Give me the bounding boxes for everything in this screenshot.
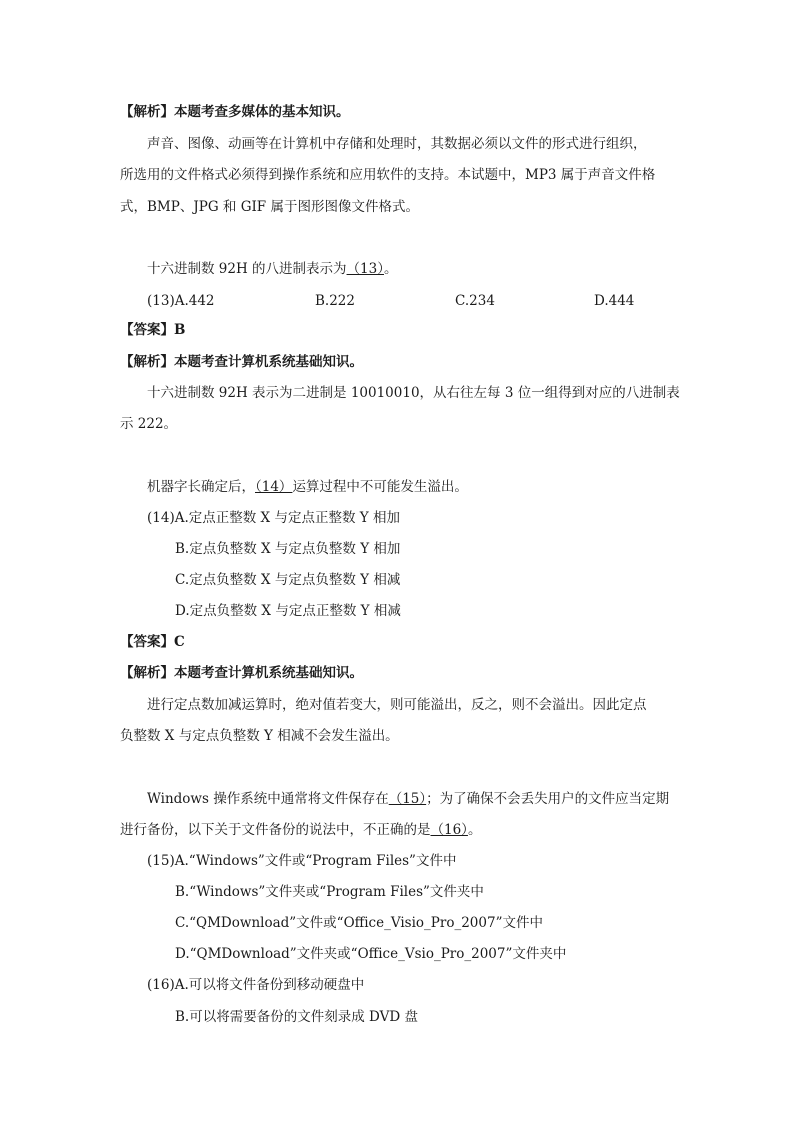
q13-analysis-title: 本题考查计算机系统基础知识。 — [174, 354, 363, 370]
q12-para-line3: 式，BMP、JPG 和 GIF 属于图形图像文件格式。 — [120, 199, 419, 215]
q12-analysis-heading — [120, 102, 350, 122]
q13-stem-before: 十六进制数 92H 的八进制表示为 — [147, 261, 347, 277]
q15-option-d: D.“QMDownload”文件夹或“Office_Vsio_Pro_2007”文件夹中 — [175, 946, 567, 962]
q12-analysis-label: 【解析】 — [120, 104, 174, 120]
q15-stem1-before: Windows 操作系统中通常将文件保存在 — [147, 791, 389, 807]
q14-blank: （14） — [255, 479, 293, 495]
q14-para-line1: 进行定点数加减运算时，绝对值若变大，则可能溢出，反之，则不会溢出。因此定点 — [147, 697, 647, 713]
q14-analysis-heading — [120, 663, 363, 683]
q14-option-a: (14)A.定点正整数 X 与定点正整数 Y 相加 — [147, 510, 400, 526]
q14-stem — [147, 477, 468, 497]
q16-option-b: B.可以将需要备份的文件刻录成 DVD 盘 — [175, 1009, 418, 1025]
q15-option-c: C.“QMDownload”文件或“Office_Visio_Pro_2007”文件中 — [175, 915, 543, 931]
q13-option-b: B.222 — [315, 293, 355, 309]
q14-stem-before: 机器字长确定后， — [147, 479, 255, 495]
q14-answer — [120, 632, 185, 652]
q15-stem-line1 — [147, 789, 669, 809]
q15-option-b: B.“Windows”文件夹或“Program Files”文件夹中 — [175, 884, 484, 900]
q14-option-d: D.定点负整数 X 与定点正整数 Y 相减 — [175, 603, 401, 619]
q15-stem2-before: 进行备份，以下关于文件备份的说法中，不正确的是 — [120, 822, 431, 838]
q14-answer-value: C — [174, 634, 185, 650]
q13-para-line1: 十六进制数 92H 表示为二进制是 10010010，从右往左每 3 位一组得到对应的八进制表 — [147, 385, 680, 401]
q15-option-a: (15)A.“Windows”文件或“Program Files”文件中 — [147, 853, 457, 869]
q16-blank: （16） — [430, 822, 468, 838]
q12-para-line1: 声音、图像、动画等在计算机中存储和处理时，其数据必须以文件的形式进行组织， — [147, 136, 647, 152]
q13-para-line2: 示 222。 — [120, 416, 178, 432]
q13-answer-label: 【答案】 — [120, 322, 174, 338]
q13-stem — [147, 259, 397, 279]
q13-option-a: (13)A.442 — [147, 293, 215, 309]
q15-blank: （15） — [388, 791, 427, 807]
q15-stem1-after: ；为了确保不会丢失用户的文件应当定期 — [426, 791, 670, 807]
q14-para-line2: 负整数 X 与定点负整数 Y 相减不会发生溢出。 — [120, 728, 399, 744]
q14-option-b: B.定点负整数 X 与定点负整数 Y 相加 — [175, 541, 401, 557]
q14-answer-label: 【答案】 — [120, 634, 174, 650]
q13-analysis-heading — [120, 352, 363, 372]
q12-para-line2: 所选用的文件格式必须得到操作系统和应用软件的支持。本试题中，MP3 属于声音文件格 — [120, 167, 656, 183]
q14-analysis-label: 【解析】 — [120, 665, 174, 681]
q13-analysis-label: 【解析】 — [120, 354, 174, 370]
q13-blank: （13） — [346, 261, 384, 277]
q13-option-d: D.444 — [594, 293, 635, 309]
q14-option-c: C.定点负整数 X 与定点负整数 Y 相减 — [175, 572, 401, 588]
q12-analysis-title: 本题考查多媒体的基本知识。 — [174, 104, 350, 120]
q13-answer-value: B — [174, 322, 186, 338]
q16-option-a: (16)A.可以将文件备份到移动硬盘中 — [147, 977, 365, 993]
q15-stem-line2 — [120, 820, 481, 840]
q13-stem-after: 。 — [383, 261, 398, 277]
q13-answer — [120, 320, 185, 340]
q15-stem2-after: 。 — [467, 822, 482, 838]
q14-analysis-title: 本题考查计算机系统基础知识。 — [174, 665, 363, 681]
q14-stem-after: 运算过程中不可能发生溢出。 — [292, 479, 468, 495]
q13-option-c: C.234 — [455, 293, 495, 309]
